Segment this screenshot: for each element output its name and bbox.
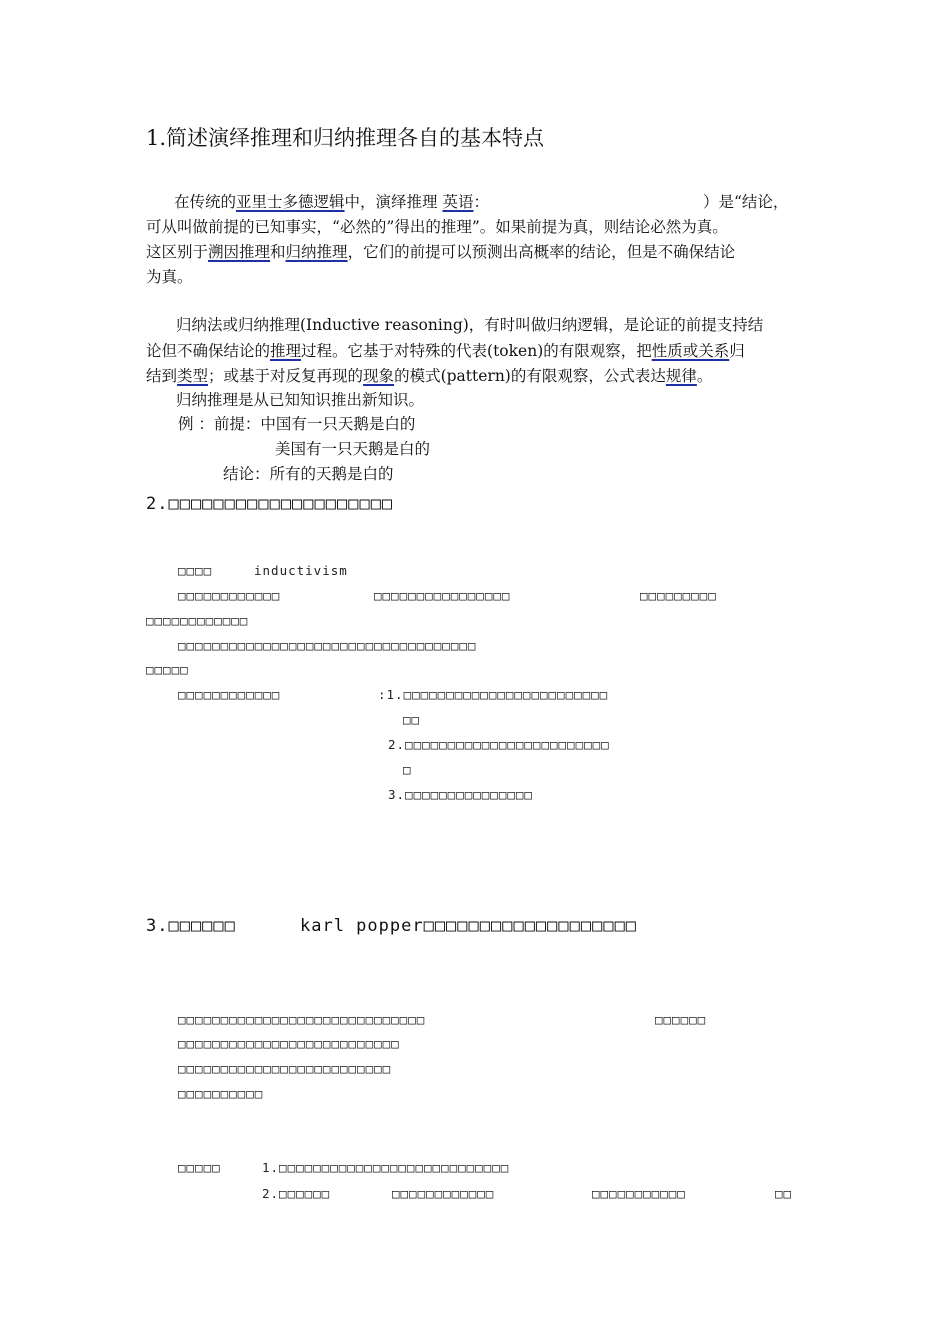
s3-row6-b: □□□□□□□□□□□□ xyxy=(392,1186,495,1201)
section3-title-b: karl popper□□□□□□□□□□□□□□□□□□□ xyxy=(300,916,638,936)
example-conclusion: 结论：所有的天鹅是白的 xyxy=(223,465,394,483)
text: 中，演绎推理 xyxy=(344,193,438,211)
s2-row2-c: □□□□□□□□□ xyxy=(640,588,717,603)
s2-row1-b: inductivism xyxy=(254,563,348,578)
s2-row7: □□ xyxy=(403,712,421,727)
text: 归 xyxy=(729,342,745,360)
paragraph1-line1 xyxy=(174,190,489,212)
example-premise-1: 例 ：前提：中国有一只天鹅是白的 xyxy=(178,415,416,433)
section2-title: 2.□□□□□□□□□□□□□□□□□□□□ xyxy=(146,494,394,514)
s2-row8: 2.□□□□□□□□□□□□□□□□□□□□□□□□ xyxy=(388,737,610,752)
text: 过程。它基于对特殊的代表(token)的有限观察，把 xyxy=(301,342,652,360)
s2-row9: □ xyxy=(403,762,412,777)
link-aristotle-logic[interactable]: 亚里士多德逻辑 xyxy=(236,193,345,211)
example-premise-2: 美国有一只天鹅是白的 xyxy=(275,440,431,458)
text: 和 xyxy=(270,243,286,261)
s2-row6-a: □□□□□□□□□□□□ xyxy=(178,687,281,702)
link-reasoning[interactable]: 推理 xyxy=(270,342,302,360)
link-inductive[interactable]: 归纳推理 xyxy=(285,243,348,261)
s3-row3: □□□□□□□□□□□□□□□□□□□□□□□□□ xyxy=(178,1061,392,1076)
s3-row2: □□□□□□□□□□□□□□□□□□□□□□□□□□ xyxy=(178,1036,400,1051)
link-law[interactable]: 规律 xyxy=(665,367,697,385)
s2-row1-a: □□□□ xyxy=(178,563,213,578)
paragraph2-line2 xyxy=(146,339,745,361)
text: ： xyxy=(473,193,490,211)
s3-row1-b: □□□□□□ xyxy=(655,1012,707,1027)
s3-row6-a: 2.□□□□□□ xyxy=(262,1186,331,1201)
s3-row5-b: 1.□□□□□□□□□□□□□□□□□□□□□□□□□□□ xyxy=(262,1160,510,1175)
paragraph2-line1: 归纳法或归纳推理(Inductive reasoning)，有时叫做归纳逻辑，是论证的前提支持结 xyxy=(176,316,764,334)
text: 的模式(pattern)的有限观察，公式表达 xyxy=(394,367,666,385)
text: 结到 xyxy=(146,367,178,385)
s2-row10: 3.□□□□□□□□□□□□□□□ xyxy=(388,787,533,802)
s3-row6-c: □□□□□□□□□□□ xyxy=(592,1186,686,1201)
s2-row6-b: :1.□□□□□□□□□□□□□□□□□□□□□□□□ xyxy=(378,687,609,702)
paragraph2-line4: 归纳推理是从已知知识推出新知识。 xyxy=(176,391,425,409)
s2-row3: □□□□□□□□□□□□ xyxy=(146,613,249,628)
paragraph1-line2: 可从叫做前提的已知事实，“必然的”得出的推理”。如果前提为真，则结论必然为真。 xyxy=(146,218,728,236)
s2-row4: □□□□□□□□□□□□□□□□□□□□□□□□□□□□□□□□□□□ xyxy=(178,638,477,653)
section1-title: 1.简述演绎推理和归纳推理各自的基本特点 xyxy=(146,126,545,150)
link-property-relation[interactable]: 性质或关系 xyxy=(651,342,730,360)
text: 这区别于 xyxy=(146,243,209,261)
link-abductive[interactable]: 溯因推理 xyxy=(208,243,271,261)
paragraph1-line3 xyxy=(146,240,735,262)
link-phenomenon[interactable]: 现象 xyxy=(363,367,395,385)
s3-row6-d: □□ xyxy=(775,1186,793,1201)
paragraph2-line3 xyxy=(146,364,712,386)
link-type[interactable]: 类型 xyxy=(177,367,209,385)
s3-row5-a: □□□□□ xyxy=(178,1160,221,1175)
paragraph1-line1-end: ）是“结论， xyxy=(703,193,789,211)
text: 论但不确保结论的 xyxy=(146,342,271,360)
text: ；或基于对反复再现的 xyxy=(208,367,364,385)
link-english[interactable]: 英语 xyxy=(442,193,474,211)
paragraph1-line4: 为真。 xyxy=(146,268,193,286)
text: ，它们的前提可以预测出高概率的结论，但是不确保结论 xyxy=(347,243,736,261)
s2-row5: □□□□□ xyxy=(146,662,189,677)
s2-row2-a: □□□□□□□□□□□□ xyxy=(178,588,281,603)
text: 。 xyxy=(696,367,713,385)
s3-row1-a: □□□□□□□□□□□□□□□□□□□□□□□□□□□□□ xyxy=(178,1012,426,1027)
s2-row2-b: □□□□□□□□□□□□□□□□ xyxy=(374,588,511,603)
text: 在传统的 xyxy=(174,193,237,211)
section3-title-a: 3.□□□□□□ xyxy=(146,916,236,936)
s3-row4: □□□□□□□□□□ xyxy=(178,1086,264,1101)
